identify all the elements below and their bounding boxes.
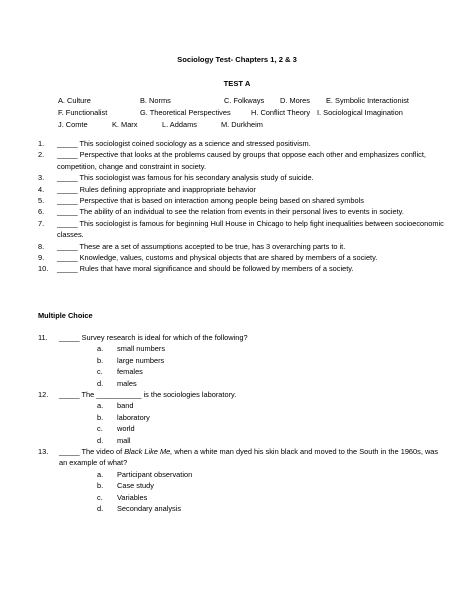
answer-blank[interactable]: _____	[57, 207, 78, 217]
matching-question	[38, 206, 448, 217]
option-text: Variables	[117, 492, 148, 502]
question-number: 3.	[38, 173, 45, 183]
option-letter: c.	[97, 492, 103, 502]
word-bank	[58, 96, 438, 132]
option-text: mall	[117, 435, 131, 445]
word-bank-item: D. Mores	[280, 96, 310, 105]
question-number: 6.	[38, 207, 45, 217]
mc-option[interactable]	[38, 435, 448, 446]
answer-blank[interactable]: _____	[59, 333, 80, 342]
mc-option[interactable]	[38, 412, 448, 423]
option-text: small numbers	[117, 344, 166, 354]
matching-question	[38, 252, 448, 263]
question-text: This sociologist was famous for his secondary analysis study of suicide.	[77, 173, 314, 183]
word-bank-item: K. Marx	[112, 120, 138, 129]
question-number: 2.	[38, 150, 45, 160]
option-text: Case study	[117, 481, 154, 491]
multiple-choice-questions	[38, 332, 448, 515]
question-text: The ability of an individual to see the relation from events in their personal lives to events in society.	[77, 207, 404, 217]
question-number: 5.	[38, 196, 45, 206]
mc-option[interactable]	[38, 480, 448, 491]
question-number: 9.	[38, 253, 45, 263]
matching-question	[38, 184, 448, 195]
mc-question	[38, 446, 448, 469]
option-text: Secondary analysis	[117, 504, 182, 514]
option-letter: a.	[97, 469, 104, 479]
matching-question	[38, 138, 448, 149]
word-bank-item: E. Symbolic Interactionist	[326, 96, 409, 105]
section-heading: Multiple Choice	[38, 311, 93, 320]
question-number: 11.	[38, 333, 48, 342]
video-title: Black Like Me,	[124, 447, 173, 457]
word-bank-item: J. Comte	[58, 120, 88, 129]
answer-blank[interactable]: _____	[57, 184, 78, 194]
option-text: laboratory	[117, 412, 150, 422]
option-letter: b.	[97, 355, 104, 365]
answer-blank[interactable]: _____	[57, 218, 78, 228]
option-text: males	[117, 378, 137, 388]
question-number: 8.	[38, 241, 45, 251]
word-bank-item: A. Culture	[58, 96, 91, 105]
word-bank-item: L. Addams	[162, 120, 197, 129]
mc-option[interactable]	[38, 503, 448, 514]
question-text: These are a set of assumptions accepted to be true, has 3 overarching parts to it.	[77, 241, 346, 251]
question-number: 13.	[38, 447, 49, 457]
answer-blank[interactable]: _____	[59, 390, 80, 400]
option-text: band	[117, 401, 134, 411]
answer-blank[interactable]: _____	[59, 447, 80, 457]
question-text: Rules that have moral significance and should be followed by members of a society.	[77, 264, 354, 274]
option-text: large numbers	[117, 355, 165, 365]
question-number: 12.	[38, 390, 49, 400]
option-letter: c.	[97, 424, 103, 434]
answer-blank[interactable]: _____	[57, 173, 78, 183]
option-letter: d.	[97, 504, 104, 514]
matching-question	[38, 263, 448, 274]
word-bank-item: I. Sociological Imagination	[317, 108, 403, 117]
answer-blank[interactable]: _____	[57, 139, 78, 148]
option-letter: a.	[97, 401, 104, 411]
mc-option[interactable]	[38, 343, 448, 354]
option-text: Participant observation	[117, 469, 193, 479]
option-letter: c.	[97, 367, 103, 377]
mc-option[interactable]	[38, 355, 448, 366]
question-text: This sociologist is famous for beginning Hull House in Chicago to help fight inequalities between socioeconomic classes.	[57, 218, 444, 240]
option-letter: b.	[97, 412, 104, 422]
word-bank-item: G. Theoretical Perspectives	[140, 108, 231, 117]
mc-option[interactable]	[38, 366, 448, 377]
question-text-cont: when a white man dyed his skin black and moved to the South in the 1960s, was an example of what?	[59, 447, 439, 468]
matching-question	[38, 241, 448, 252]
option-letter: a.	[97, 344, 104, 354]
word-bank-item: B. Norms	[140, 96, 171, 105]
matching-questions	[38, 138, 448, 275]
mc-option[interactable]	[38, 469, 448, 480]
answer-blank[interactable]: _____	[57, 196, 78, 206]
question-text: This sociologist coined sociology as a science and stressed positivism.	[77, 139, 311, 148]
question-text: Rules defining appropriate and inappropriate behavior	[77, 184, 256, 194]
option-text: females	[117, 367, 143, 377]
matching-question	[38, 149, 448, 172]
answer-blank[interactable]: _____	[57, 253, 78, 263]
mc-option[interactable]	[38, 423, 448, 434]
matching-question	[38, 195, 448, 206]
word-bank-item: H. Conflict Theory	[251, 108, 311, 117]
question-text: The video of	[79, 447, 125, 457]
word-bank-item: C. Folkways	[224, 96, 265, 105]
matching-question	[38, 172, 448, 183]
option-letter: b.	[97, 481, 104, 491]
option-text: world	[117, 424, 135, 434]
mc-option[interactable]	[38, 492, 448, 503]
mc-question	[38, 332, 448, 343]
page-title: Sociology Test- Chapters 1, 2 & 3	[177, 55, 297, 64]
question-text: Perspective that looks at the problems caused by groups that oppose each other and emphasizes conflict, competition, change and constraint in society.	[57, 150, 426, 171]
test-label: TEST A	[223, 79, 251, 88]
question-text: The ___________ is the sociologies laboratory.	[79, 390, 237, 400]
mc-option[interactable]	[38, 400, 448, 411]
question-text: Perspective that is based on interaction among people being based on shared symbols	[77, 196, 364, 206]
option-letter: d.	[97, 378, 104, 388]
mc-question	[38, 389, 448, 400]
matching-question	[38, 218, 448, 241]
answer-blank[interactable]: _____	[57, 264, 78, 274]
question-text: Knowledge, values, customs and physical objects that are shared by members of a society.	[77, 253, 378, 263]
question-number: 7.	[38, 218, 45, 228]
word-bank-item: F. Functionalist	[58, 108, 108, 117]
answer-blank[interactable]: _____	[57, 241, 78, 251]
question-number: 1.	[38, 139, 45, 148]
question-number: 4.	[38, 184, 45, 194]
option-letter: d.	[97, 435, 104, 445]
question-text: Survey research is ideal for which of the following?	[79, 333, 248, 342]
word-bank-item: M. Durkheim	[221, 120, 263, 129]
mc-option[interactable]	[38, 378, 448, 389]
question-number: 10.	[38, 264, 49, 274]
answer-blank[interactable]: _____	[57, 150, 78, 160]
